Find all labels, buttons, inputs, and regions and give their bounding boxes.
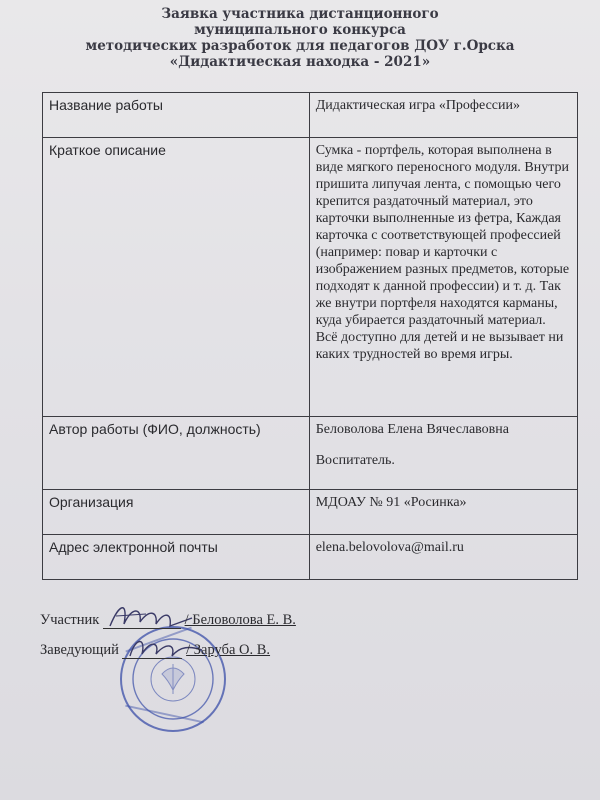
- header-line-3: методических разработок для педагогов ДОУ г.Орска: [85, 38, 515, 54]
- head-name: / Заруба О. В.: [186, 642, 271, 658]
- application-table: [42, 92, 578, 580]
- table-row: [43, 93, 578, 138]
- label-author: Автор работы (ФИО, должность): [43, 417, 310, 490]
- author-name: Беловолова Елена Вячеславовна: [315, 422, 509, 437]
- value-description: Сумка - портфель, которая выполнена в виде мягкого переносного модуля. Внутри пришита липучая лента, с помощью чего крепится раздаточный материал, это карточки выполненные из фетра, Каждая карточка с соответствующей профессией (например: повар и карточки с изображением разных предметов, которые подходят к данной профессии) и т. д. Так же внутри портфеля находятся карманы, куда убирается раздаточный материал. Всё доступно для детей и не вызывает ни каких трудностей во время игры.: [309, 138, 577, 417]
- value-organization: МДОАУ № 91 «Росинка»: [309, 490, 577, 535]
- label-work-title: Название работы: [43, 93, 310, 138]
- header-line-4: «Дидактическая находка - 2021»: [169, 54, 431, 70]
- participant-name: / Беловолова Е. В.: [184, 612, 296, 628]
- table-row: [43, 417, 578, 490]
- value-email: elena.belovolova@mail.ru: [309, 535, 577, 580]
- participant-signature-line: [40, 612, 296, 629]
- signature-underline: [122, 644, 182, 659]
- value-author: [309, 417, 577, 490]
- signature-underline: [103, 614, 181, 629]
- table-row: [43, 138, 578, 417]
- header-line-2: муниципального конкурса: [194, 22, 406, 38]
- label-email: Адрес электронной почты: [43, 535, 310, 580]
- table-row: [43, 535, 578, 580]
- document-header: [0, 6, 600, 70]
- label-description: Краткое описание: [43, 138, 310, 417]
- value-work-title: Дидактическая игра «Профессии»: [309, 93, 577, 138]
- label-organization: Организация: [43, 490, 310, 535]
- author-position: Воспитатель.: [315, 453, 395, 468]
- header-line-1: Заявка участника дистанционного: [161, 6, 439, 22]
- participant-label: Участник: [40, 612, 100, 628]
- head-signature-line: [40, 642, 270, 659]
- head-label: Заведующий: [40, 642, 119, 658]
- table-row: [43, 490, 578, 535]
